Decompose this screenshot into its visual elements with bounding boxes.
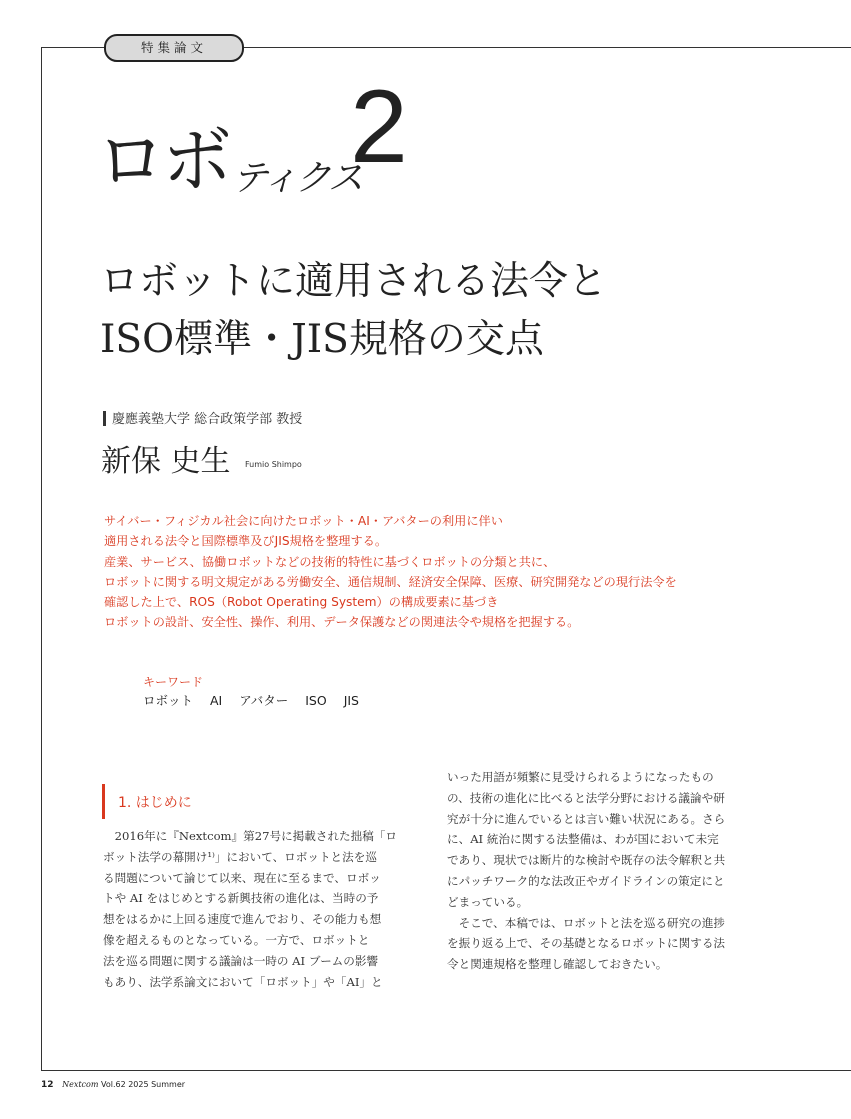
keywords-label: キーワード [143,675,204,689]
abstract [104,511,784,633]
page-footer [41,1080,185,1090]
body-line: を振り返る上で、その基礎となるロボットに関する法 [447,936,726,951]
abstract-line: 確認した上で、ROS（Robot Operating System）の構成要素に基づき [104,595,499,610]
keyword: JIS [343,693,359,708]
keyword: ISO [305,693,327,708]
body-line: どまっている。 [447,894,529,909]
keyword: ロボット [143,693,194,708]
body-line: 像を超えるものとなっている。一方で、ロボットと [103,932,370,947]
keyword: アバター [239,693,289,708]
keyword: AI [210,693,223,708]
author-name: 新保 史生 [101,444,231,479]
abstract-line: 適用される法令と国際標準及びJIS規格を整理する。 [104,534,388,549]
magazine-name: Nextcom [62,1080,99,1089]
affiliation-marker [103,411,106,426]
feature-tag: 特集論文 [104,34,244,62]
abstract-line: 産業、サービス、協働ロボットなどの技術的特性に基づくロボットの分類と共に、 [104,554,556,569]
series-title-small: ティクス [232,158,361,199]
issue-label: Vol.62 2025 Summer [100,1080,186,1089]
body-line: にパッチワーク的な法改正やガイドラインの策定にと [447,873,725,888]
article-title [100,253,800,369]
frame-left-rule [41,47,42,1070]
section-marker [102,784,105,819]
section-heading: 1. はじめに [118,795,192,811]
abstract-line: ロボットの設計、安全性、操作、利用、データ保護などの関連法令や規格を把握する。 [104,615,580,630]
abstract-line: サイバー・フィジカル社会に向けたロボット・AI・アバターの利用に伴い [104,514,503,528]
body-line: に、AI 統治に関する法整備は、わが国において未完 [447,832,719,847]
body-column-left [103,826,418,992]
series-number: 2 [350,69,408,185]
title-line: ISO標準・JIS規格の交点 [100,317,544,362]
author-affiliation [103,408,302,427]
page-number: 12 [41,1080,54,1090]
body-line: の、技術の進化に比べると法学分野における議論や研 [447,790,725,805]
body-line: であり、現状では断片的な検討や既存の法令解釈と共 [447,853,726,868]
body-line: ボット法学の幕開け¹⁾」において、ロボットと法を巡 [103,849,377,864]
abstract-line: ロボットに関する明文規定がある労働安全、通信規制、経済安全保障、医療、研究開発などの現行法令を [104,574,677,589]
body-line: 2016年に『Nextcom』第27号に掲載された拙稿「ロ [103,829,398,843]
body-line: いった用語が頻繁に見受けられるようになったもの [447,770,714,784]
body-line: る問題について論じて以来、現在に至るまで、ロボッ [103,870,381,885]
body-line: 究が十分に進んでいるとは言い難い状況にある。さら [447,811,726,826]
body-line: 法を巡る問題に関する議論は一時の AI ブームの影響 [103,953,379,968]
keywords-list [143,691,372,709]
body-line: もあり、法学系論文において「ロボット」や「AI」と [103,974,383,989]
body-line: 想をはるかに上回る速度で進んでおり、その能力も想 [103,912,382,927]
series-title-large: ロボ [96,117,228,204]
affiliation-text: 慶應義塾大学 総合政策学部 教授 [112,412,303,427]
body-line: トや AI をはじめとする新興技術の進化は、当時の予 [103,891,379,906]
body-line: 令と関連規格を整理し確認しておきたい。 [447,957,668,972]
author-name-en: Fumio Shimpo [245,460,302,469]
title-line: ロボットに適用される法令と [100,259,608,304]
frame-bottom-rule [41,1070,851,1071]
body-line: そこで、本稿では、ロボットと法を巡る研究の進捗 [447,915,726,930]
body-column-right [447,767,767,975]
